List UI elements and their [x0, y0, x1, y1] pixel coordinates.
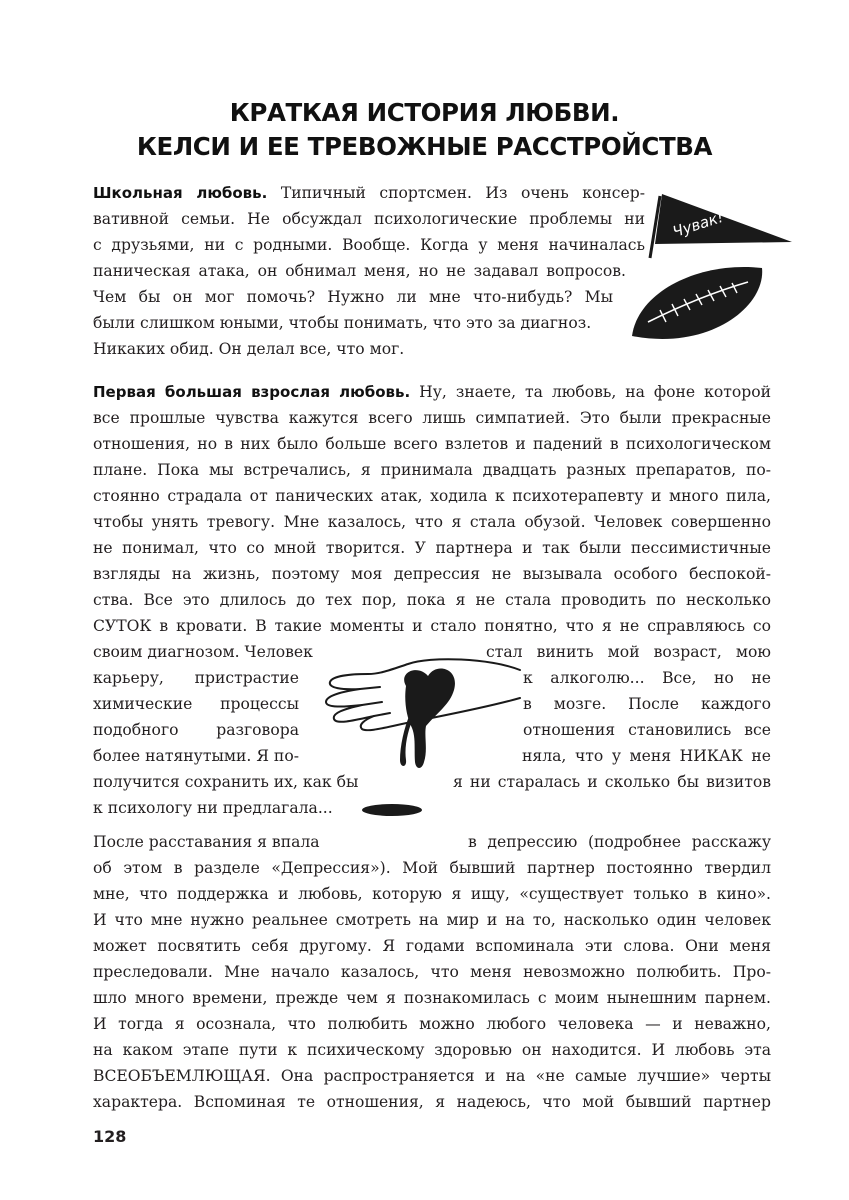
paragraph-line: И что мне нужно реальнее смотреть на мир и на то, насколько один человек — [93, 911, 771, 929]
paragraph-line: шло много времени, прежде чем я познакомилась с моим нынешним парнем. — [93, 989, 771, 1007]
page-title — [0, 96, 849, 164]
paragraph-line: были слишком юными, чтобы понимать, что это за диагноз. — [93, 314, 592, 332]
pennant-icon — [650, 194, 792, 258]
paragraph-line: плане. Пока мы встречались, я принимала двадцать разных препаратов, по- — [93, 461, 771, 479]
paragraph-line: Первая большая взрослая любовь. Ну, знаете, та любовь, на фоне которой — [93, 383, 771, 401]
paragraph-line: отношения, но в них было больше всего взлетов и падений в психологическом — [93, 435, 771, 453]
paragraph-line: на каком этапе пути к психическому здоровью он находится. И любовь эта — [93, 1041, 771, 1059]
paragraph-line: об этом в разделе «Депрессия»). Мой бывший партнер постоянно твердил — [93, 859, 771, 877]
paragraph-line-left: карьеру, пристрастие — [93, 669, 299, 687]
paragraph-line-right: к алкоголю... Все, но не — [523, 669, 771, 687]
paragraph-line-left: получится сохранить их, как бы — [93, 773, 359, 791]
pennant-text: Чувак! — [670, 207, 726, 242]
paragraph-line: не понимал, что со мной творится. У партнера и так были пессимистичные — [93, 539, 771, 557]
paragraph-line: взгляды на жизнь, поэтому моя депрессия не вызывала особого беспокой- — [93, 565, 771, 583]
paragraph-line: ВСЕОБЪЕМЛЮЩАЯ. Она распространяется и на «не самые лучшие» черты — [93, 1067, 771, 1085]
hand-dripping-heart-illustration — [320, 650, 530, 825]
paragraph-line: с друзьями, ни с родными. Вообще. Когда у меня начиналась — [93, 236, 645, 254]
title-line-2: КЕЛСИ И ЕЕ ТРЕВОЖНЫЕ РАССТРОЙСТВА — [136, 132, 713, 161]
paragraph-line-right: в мозге. После каждого — [523, 695, 771, 713]
paragraph-line: СУТОК в кровати. В такие моменты и стало понятно, что я не справляюсь со — [93, 617, 771, 635]
paragraph-line-right: в депрессию (подробнее расскажу — [468, 833, 771, 851]
section-lead: Школьная любовь. — [93, 184, 268, 202]
title-line-1: КРАТКАЯ ИСТОРИЯ ЛЮБВИ. — [229, 98, 620, 127]
paragraph-line: Школьная любовь. Типичный спортсмен. Из очень консер- — [93, 184, 645, 202]
paragraph-line-right: отношения становились все — [523, 721, 771, 739]
paragraph-line-left: После расставания я впала — [93, 833, 320, 851]
paragraph-line: ства. Все это длилось до тех пор, пока я не стала проводить по несколько — [93, 591, 771, 609]
paragraph-line: преследовали. Мне начало казалось, что меня невозможно полюбить. Про- — [93, 963, 771, 981]
paragraph-line: все прошлые чувства кажутся всего лишь симпатией. Это были прекрасные — [93, 409, 771, 427]
paragraph-line: вативной семьи. Не обсуждал психологические проблемы ни — [93, 210, 645, 228]
paragraph-line: мне, что поддержка и любовь, которую я ищу, «существует только в кино». — [93, 885, 771, 903]
paragraph-line: характера. Вспоминая те отношения, я надеюсь, что мой бывший партнер — [93, 1093, 771, 1111]
page-number: 128 — [93, 1127, 127, 1146]
paragraph-line-right: стал винить мой возраст, мою — [486, 643, 771, 661]
paragraph-line: стоянно страдала от панических атак, ходила к психотерапевту и много пила, — [93, 487, 771, 505]
football-icon — [632, 267, 762, 339]
paragraph-line: чтобы унять тревогу. Мне казалось, что я стала обузой. Человек совершенно — [93, 513, 771, 531]
paragraph-line-right: няла, что у меня НИКАК не — [522, 747, 771, 765]
paragraph-line-right: я ни старалась и сколько бы визитов — [453, 773, 771, 791]
paragraph-line-left: к психологу ни предлагала... — [93, 799, 333, 817]
paragraph-line: Чем бы он мог помочь? Нужно ли мне что-нибудь? Мы — [93, 288, 613, 306]
paragraph-line-left: химические процессы — [93, 695, 299, 713]
paragraph-line-left: своим диагнозом. Человек — [93, 643, 313, 661]
paragraph-line: Никаких обид. Он делал все, что мог. — [93, 340, 405, 358]
paragraph-line: И тогда я осознала, что полюбить можно любого человека — и неважно, — [93, 1015, 771, 1033]
paragraph-line-left: подобного разговора — [93, 721, 299, 739]
section-lead: Первая большая взрослая любовь. — [93, 383, 411, 401]
paragraph-line-left: более натянутыми. Я по- — [93, 747, 299, 765]
pennant-football-illustration — [630, 186, 800, 366]
paragraph-line: паническая атака, он обнимал меня, но не задавал вопросов. — [93, 262, 626, 280]
paragraph-line: может посвятить себя другому. Я годами вспоминала эти слова. Они меня — [93, 937, 771, 955]
